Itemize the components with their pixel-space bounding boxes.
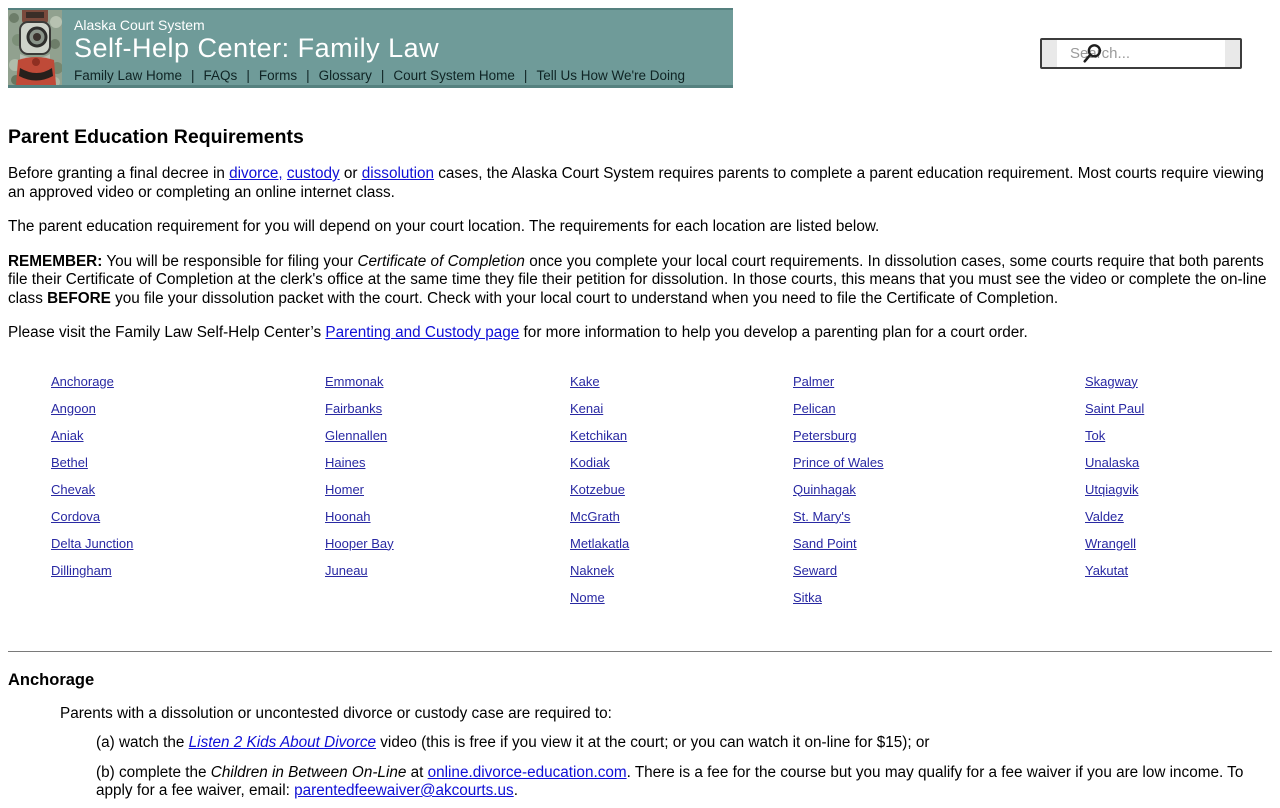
city-link-tok[interactable]: Tok [1085, 427, 1106, 443]
text-segment: Please visit the Family Law Self-Help Center’s [8, 324, 326, 341]
city-link-sand-point[interactable]: Sand Point [793, 535, 857, 551]
city-link-kenai[interactable]: Kenai [570, 400, 604, 416]
city-links-grid [51, 374, 1272, 617]
search-box [1040, 38, 1242, 69]
text-segment: You will be responsible for filing your [102, 252, 358, 270]
city-link-hooper-bay[interactable]: Hooper Bay [325, 535, 394, 551]
city-link-mcgrath[interactable]: McGrath [570, 508, 620, 524]
city-link-chevak[interactable]: Chevak [51, 481, 96, 497]
city-link-st-mary-s[interactable]: St. Mary's [793, 508, 851, 524]
city-link-glennallen[interactable]: Glennallen [325, 427, 388, 443]
city-link-prince-of-wales[interactable]: Prince of Wales [793, 454, 884, 470]
city-column [1085, 374, 1272, 617]
city-column [793, 374, 1085, 617]
city-link-delta-junction[interactable]: Delta Junction [51, 535, 134, 551]
city-cell [325, 455, 570, 482]
city-link-nome[interactable]: Nome [570, 589, 605, 605]
city-cell [1085, 374, 1272, 401]
city-cell [793, 428, 1085, 455]
text-segment: (b) complete the [96, 763, 211, 781]
city-link-wrangell[interactable]: Wrangell [1085, 535, 1137, 551]
city-link-yakutat[interactable]: Yakutat [1085, 562, 1129, 578]
city-cell [570, 455, 793, 482]
city-link-petersburg[interactable]: Petersburg [793, 427, 857, 443]
city-cell [325, 482, 570, 509]
city-cell [570, 509, 793, 536]
city-link-fairbanks[interactable]: Fairbanks [325, 400, 383, 416]
city-column [570, 374, 793, 617]
city-column [51, 374, 325, 617]
nav-separator: | [306, 68, 310, 83]
city-cell [793, 482, 1085, 509]
city-cell [793, 590, 1085, 617]
please-visit-paragraph [8, 324, 1272, 343]
text-segment: . [513, 782, 518, 799]
anchorage-item-b [96, 764, 1272, 801]
city-link-naknek[interactable]: Naknek [570, 562, 615, 578]
city-link-utqiagvik[interactable]: Utqiagvik [1085, 481, 1139, 497]
city-link-hoonah[interactable]: Hoonah [325, 508, 371, 524]
city-cell [51, 428, 325, 455]
city-cell [1085, 482, 1272, 509]
city-link-ketchikan[interactable]: Ketchikan [570, 427, 628, 443]
city-cell [793, 563, 1085, 590]
site-name: Alaska Court System [74, 17, 205, 33]
city-link-kodiak[interactable]: Kodiak [570, 454, 610, 470]
city-link-emmonak[interactable]: Emmonak [325, 373, 384, 389]
search-icon[interactable] [1082, 43, 1104, 65]
header-text-block [74, 10, 733, 83]
city-link-sitka[interactable]: Sitka [793, 589, 822, 605]
city-cell [570, 401, 793, 428]
divorce-education-link[interactable]: online.divorce-education.com [427, 763, 627, 781]
city-link-palmer[interactable]: Palmer [793, 373, 835, 389]
city-link-juneau[interactable]: Juneau [325, 562, 368, 578]
city-cell [570, 428, 793, 455]
nav-link-glossary[interactable]: Glossary [318, 68, 372, 83]
listen-2-kids-link[interactable]: Listen 2 Kids About Divorce [188, 734, 377, 751]
text-segment: Children in Between On-Line [210, 763, 407, 781]
remember-paragraph [8, 253, 1272, 309]
city-link-aniak[interactable]: Aniak [51, 427, 84, 443]
text-segment: . There is a fee for the course but you may qualify for a fee waiver if you are low income. To apply for a fee waiver, email: [96, 763, 1244, 799]
city-link-anchorage[interactable]: Anchorage [51, 373, 114, 389]
nav-separator: | [246, 68, 250, 83]
city-cell [325, 536, 570, 563]
city-link-valdez[interactable]: Valdez [1085, 508, 1124, 524]
nav-link-family-law-home[interactable]: Family Law Home [74, 68, 183, 83]
city-cell [1085, 455, 1272, 482]
header-nav [74, 68, 733, 83]
city-link-pelican[interactable]: Pelican [793, 400, 836, 416]
city-link-kotzebue[interactable]: Kotzebue [570, 481, 625, 497]
city-cell [325, 428, 570, 455]
nav-separator: | [380, 68, 385, 83]
header-banner [8, 8, 733, 88]
totem-pole-logo-image [8, 10, 62, 85]
city-cell [51, 482, 325, 509]
city-link-unalaska[interactable]: Unalaska [1085, 454, 1140, 470]
page [8, 8, 1272, 799]
city-cell [51, 401, 325, 428]
text-segment: at [406, 763, 428, 781]
city-cell [1085, 401, 1272, 428]
text-segment: once you complete your local court requirements. In dissolution cases, some courts require that both parents file their Certificate of Completion at the clerk's office at the same time they file their petition for dissolution. In those courts, this means that you must see the video or complete the on-line class [8, 252, 1267, 307]
text-segment: REMEMBER: [8, 252, 103, 270]
nav-link-tell-us-how-we-re-doing[interactable]: Tell Us How We're Doing [536, 68, 686, 83]
city-cell [51, 455, 325, 482]
city-cell [793, 536, 1085, 563]
city-cell [51, 536, 325, 563]
city-cell [1085, 563, 1272, 590]
city-cell [793, 509, 1085, 536]
city-link-dillingham[interactable]: Dillingham [51, 562, 112, 578]
custody-link[interactable]: custody [286, 165, 340, 182]
city-cell [1085, 509, 1272, 536]
anchorage-item-a [96, 734, 1272, 753]
city-link-cordova[interactable]: Cordova [51, 508, 101, 524]
city-cell [325, 563, 570, 590]
city-cell [325, 374, 570, 401]
city-link-saint-paul[interactable]: Saint Paul [1085, 400, 1145, 416]
city-column [325, 374, 570, 617]
city-cell [570, 590, 793, 617]
city-cell [51, 509, 325, 536]
city-link-angoon[interactable]: Angoon [51, 400, 96, 416]
nav-link-court-system-home[interactable]: Court System Home [393, 68, 515, 83]
city-cell [570, 536, 793, 563]
nav-separator: | [191, 68, 195, 83]
banner-title: Self-Help Center: Family Law [74, 33, 440, 63]
text-segment: or [339, 165, 362, 182]
city-link-bethel[interactable]: Bethel [51, 454, 88, 470]
text-segment: cases, the Alaska Court System requires parents to complete a parent education requirement. Most courts require viewing an approved video or completing an online internet class. [8, 165, 1264, 201]
city-link-homer[interactable]: Homer [325, 481, 365, 497]
page-heading: Parent Education Requirements [8, 126, 304, 148]
city-cell [570, 482, 793, 509]
city-cell [570, 563, 793, 590]
city-cell [793, 455, 1085, 482]
text-segment: Before granting a final decree in [8, 165, 230, 182]
intro-paragraph [8, 165, 1272, 202]
city-link-kake[interactable]: Kake [570, 373, 600, 389]
section-divider [8, 651, 1272, 652]
anchorage-section-heading: Anchorage [8, 670, 95, 689]
dissolution-link[interactable]: dissolution [361, 165, 435, 182]
city-cell [1085, 536, 1272, 563]
nav-link-faqs[interactable]: FAQs [203, 68, 238, 83]
text-segment: you file your dissolution packet with the court. Check with your local court to understand when you need to file the Certificate of Completion. [110, 289, 1059, 307]
city-link-quinhagak[interactable]: Quinhagak [793, 481, 856, 497]
anchorage-intro: Parents with a dissolution or uncontested divorce or custody case are required to: [60, 704, 612, 722]
city-cell [325, 401, 570, 428]
nav-separator: | [523, 68, 528, 83]
divorce-link[interactable]: divorce, [229, 165, 283, 182]
city-cell [570, 374, 793, 401]
city-link-haines[interactable]: Haines [325, 454, 366, 470]
parenting-custody-page-link[interactable]: Parenting and Custody page [325, 324, 520, 341]
fee-waiver-email-link[interactable]: parentedfeewaiver@akcourts.us [294, 782, 514, 799]
city-cell [1085, 428, 1272, 455]
city-link-seward[interactable]: Seward [793, 562, 838, 578]
city-cell [51, 563, 325, 590]
text-segment: Certificate of Completion [357, 252, 525, 270]
city-cell [793, 374, 1085, 401]
text-segment: (a) watch the [96, 734, 189, 751]
text-segment: BEFORE [47, 289, 111, 307]
text-segment: video (this is free if you view it at the court; or you can watch it on-line for $15); or [376, 734, 930, 751]
city-cell [325, 509, 570, 536]
nav-link-forms[interactable]: Forms [258, 68, 298, 83]
city-link-metlakatla[interactable]: Metlakatla [570, 535, 630, 551]
location-paragraph: The parent education requirement for you will depend on your court location. The requirements for each location are listed below. [8, 218, 880, 235]
text-segment: for more information to help you develop a parenting plan for a court order. [519, 324, 1028, 341]
city-link-skagway[interactable]: Skagway [1085, 373, 1138, 389]
city-cell [51, 374, 325, 401]
city-cell [793, 401, 1085, 428]
